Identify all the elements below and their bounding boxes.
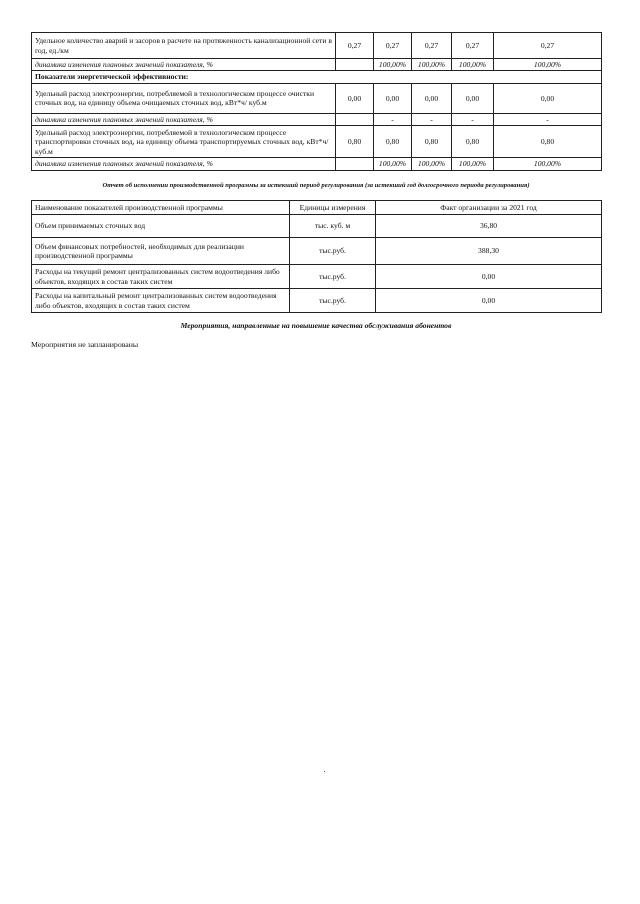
measures-caption: Мероприятия, направленные на повышение качества обслуживания абонентов	[180, 321, 452, 330]
header-unit: Единицы измерения	[290, 201, 376, 215]
row-value: 388,30	[376, 238, 602, 265]
report-table-header	[32, 201, 602, 215]
indicator-row	[32, 33, 602, 59]
row-value: 100,00%	[374, 59, 412, 71]
row-value: 100,00%	[494, 59, 602, 71]
row-value: 0,00	[412, 83, 452, 113]
row-value: -	[412, 113, 452, 125]
row-value: 36,80	[376, 215, 602, 238]
indicators-table	[31, 32, 602, 171]
dynamics-row	[32, 158, 602, 170]
row-value	[336, 59, 374, 71]
row-value: 0,80	[412, 126, 452, 158]
row-unit: тыс.руб.	[290, 265, 376, 289]
row-value: -	[452, 113, 494, 125]
row-label: динамика изменения плановых значений показателя, %	[32, 59, 336, 71]
row-value: 0,27	[494, 33, 602, 59]
row-unit: тыс. куб. м	[290, 215, 376, 238]
header-fact: Факт организации за 2021 год	[376, 201, 602, 215]
row-value: -	[374, 113, 412, 125]
row-value: 0,00	[494, 83, 602, 113]
row-label: динамика изменения плановых значений показателя, %	[32, 113, 336, 125]
row-label: Удельный расход электроэнергии, потребляемой в технологическом процессе транспортировки сточных вод, на единицу объема транспортируемых сточных вод, кВт*ч/ куб.м	[32, 126, 336, 158]
row-value: 100,00%	[452, 158, 494, 170]
row-value: 0,27	[412, 33, 452, 59]
row-name: Расходы на капитальный ремонт централизованных систем водоотведения либо объектов, входящих в состав таких систем	[32, 289, 290, 313]
page-speck	[324, 771, 325, 772]
row-value: 0,00	[452, 83, 494, 113]
row-value: 0,80	[452, 126, 494, 158]
row-value: 0,00	[374, 83, 412, 113]
row-value: 0,00	[376, 265, 602, 289]
indicator-row	[32, 83, 602, 113]
table-row	[32, 238, 602, 265]
row-value: 0,00	[376, 289, 602, 313]
indicator-row	[32, 126, 602, 158]
row-value: 0,80	[494, 126, 602, 158]
row-value: 0,80	[374, 126, 412, 158]
report-caption: Отчет об исполнении производственной программы за истекший период регулирования (за истекший год долгосрочного периода регулирования)	[102, 182, 530, 189]
table-row	[32, 289, 602, 313]
row-unit: тыс.руб.	[290, 238, 376, 265]
row-value: 100,00%	[452, 59, 494, 71]
row-name: Расходы на текущий ремонт централизованных систем водоотведения либо объектов, входящих в состав таких систем	[32, 265, 290, 289]
header-name: Наименование показателей производственной программы	[32, 201, 290, 215]
dynamics-row	[32, 113, 602, 125]
row-value	[336, 113, 374, 125]
row-label: динамика изменения плановых значений показателя, %	[32, 158, 336, 170]
section-header-row	[32, 71, 602, 83]
row-value: 0,27	[452, 33, 494, 59]
row-value: 0,80	[336, 126, 374, 158]
row-name: Объем финансовых потребностей, необходимых для реализации производственной программы	[32, 238, 290, 265]
row-value	[336, 158, 374, 170]
row-value: 100,00%	[412, 158, 452, 170]
row-value: 0,27	[336, 33, 374, 59]
row-label: Удельный расход электроэнергии, потребляемой в технологическом процессе очистки сточных вод, на единицу объема очищаемых сточных вод, кВт*ч/ куб.м	[32, 83, 336, 113]
row-value: -	[494, 113, 602, 125]
row-label: Удельное количество аварий и засоров в расчете на протяженность канализационной сети в год, ед./км	[32, 33, 336, 59]
row-name: Объем принимаемых сточных вод	[32, 215, 290, 238]
report-table	[31, 200, 602, 313]
row-value: 0,27	[374, 33, 412, 59]
row-value: 0,00	[336, 83, 374, 113]
row-value: 100,00%	[374, 158, 412, 170]
row-value: 100,00%	[412, 59, 452, 71]
dynamics-row	[32, 59, 602, 71]
measures-note: Мероприятия не запланированы	[31, 340, 139, 349]
row-value: 100,00%	[494, 158, 602, 170]
table-row	[32, 215, 602, 238]
row-label: Показатели энергетической эффективности:	[32, 71, 602, 83]
row-unit: тыс.руб.	[290, 289, 376, 313]
table-row	[32, 265, 602, 289]
